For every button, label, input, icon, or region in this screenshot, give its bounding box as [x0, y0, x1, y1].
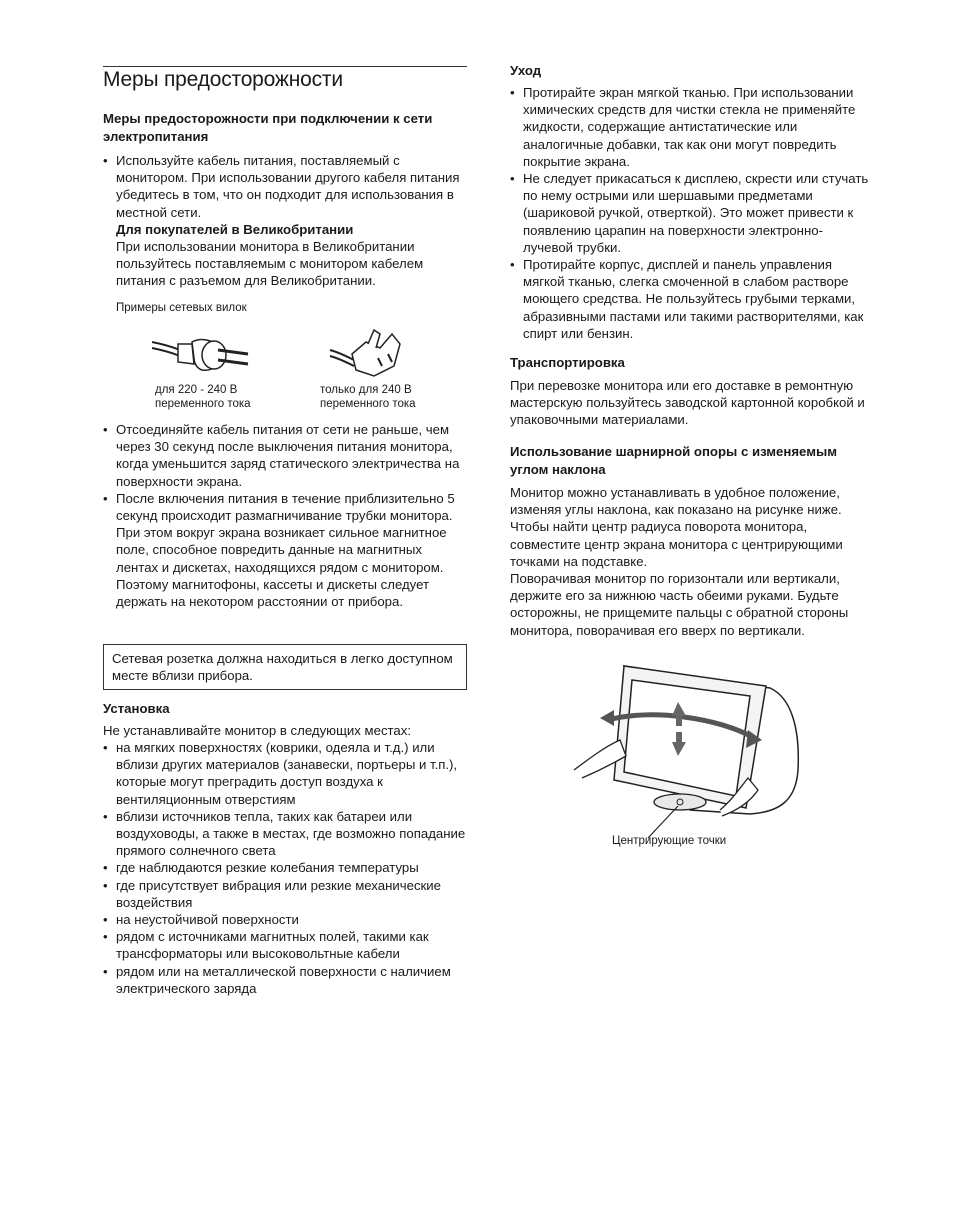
list-item-text: где присутствует вибрация или резкие механические воздействия: [116, 877, 442, 910]
uk-text: При использовании монитора в Великобритании пользуйтесь поставляемым с монитором кабелем питания с разъемом для Великобритании.: [116, 239, 424, 289]
list-item: [103, 928, 467, 962]
list-item: [103, 877, 467, 911]
power-list-1: [103, 152, 467, 221]
care-list: [510, 84, 872, 342]
list-item-text: где наблюдаются резкие колебания температуры: [116, 860, 419, 876]
list-item-text: Не следует прикасаться к дисплею, скрести или стучать по нему острыми или шершавыми предметами (шариковой ручкой, отверткой). Это может привести к появлению царапин на поверхности электронно-лучевой трубки.: [523, 171, 869, 255]
swivel-text-2: Поворачивая монитор по горизонтали или вертикали, держите его за нижнюю часть обеими руками. Будьте осторожны, не прищемите пальцы с обратной стороны монитора, поворачивая его вверх по вертикали.: [510, 571, 849, 638]
list-item: [103, 739, 467, 808]
list-item-text: Отсоединяйте кабель питания от сети не раньше, чем через 30 секунд после выключения питания монитора, когда уменьшится заряд статического электричества на поверхности экрана.: [116, 422, 460, 489]
plug1-caption: для 220 - 240 В переменного тока: [155, 384, 251, 410]
power-heading: Меры предосторожности при подключении к сети электропитания: [103, 111, 433, 144]
list-item-text: рядом или на металлической поверхности с наличием электрического заряда: [116, 963, 451, 996]
list-item-text: на неустойчивой поверхности: [116, 912, 299, 928]
list-item-text: на мягких поверхностях (коврики, одеяла и т.д.) или вблизи других материалов (занавески, портьеры и т.п.), которые могут преградить доступ воздуха к вентиляционным отверстиям: [116, 740, 458, 807]
plug2-caption: только для 240 В переменного тока: [320, 384, 416, 410]
list-item-text: рядом с источниками магнитных полей, такими как трансформаторы или высоковольтные кабели: [116, 929, 429, 962]
figure-caption: Центрирующие точки: [612, 835, 727, 847]
list-item: [103, 490, 467, 610]
list-item-text: Протирайте корпус, дисплей и панель управления мягкой тканью, слегка смоченной в слабом растворе моющего средства. Не пользуйтесь грубыми терками, абразивными пастами или такими растворителями, как спирт или бензин.: [523, 257, 864, 341]
list-item: [510, 84, 872, 170]
list-item: [103, 421, 467, 490]
list-item: [103, 859, 467, 876]
list-item-text: Протирайте экран мягкой тканью. При использовании химических средств для чистки стекла не применяйте жидкости, содержащие антистатические или аналогичные добавки, так как они могут повредить покрытие экрана.: [523, 85, 856, 169]
list-item: [510, 170, 872, 256]
outlet-note-text: Сетевая розетка должна находиться в легко доступном месте вблизи прибора.: [112, 651, 453, 684]
plugs-caption: Примеры сетевых вилок: [116, 302, 247, 314]
swivel-heading: Использование шарнирной опоры с изменяемым углом наклона: [510, 444, 837, 477]
power-list-2: [103, 421, 467, 610]
monitor-tilt-illustration: [570, 660, 810, 840]
list-item: [510, 256, 872, 342]
list-item-text: После включения питания в течение приблизительно 5 секунд происходит размагничивание трубки монитора. При этом вокруг экрана возникает сильное магнитное поле, способное повредить данные на магнитных лентах и дискетах, находящихся рядом с монитором. Поэтому магнитофоны, кассеты и дискеты следует держать на некотором расстоянии от прибора.: [116, 490, 455, 610]
uk-plug-icon: [328, 320, 408, 382]
list-item: [103, 911, 467, 928]
uk-heading: Для покупателей в Великобритании: [116, 222, 354, 237]
euro-plug-icon: [148, 322, 268, 382]
transport-text: При перевозке монитора или его доставке в ремонтную мастерскую пользуйтесь заводской картонной коробкой и упаковочными материалами.: [510, 378, 865, 428]
title-rule: [103, 66, 467, 67]
transport-heading: Транспортировка: [510, 355, 625, 370]
list-item: [103, 152, 467, 221]
list-item: [103, 963, 467, 997]
swivel-text-1: Монитор можно устанавливать в удобное положение, изменяя углы наклона, как показано на рисунке ниже. Чтобы найти центр радиуса поворота монитора, совместите центр экрана монитора с центрирующими точками на подставке.: [510, 485, 843, 569]
list-item-text: вблизи источников тепла, таких как батареи или воздуховоды, а также в местах, где возможно попадание прямого солнечного света: [116, 808, 466, 859]
page-title: Меры предосторожности: [103, 68, 343, 91]
install-intro: Не устанавливайте монитор в следующих местах:: [103, 723, 412, 738]
outlet-note-box: [103, 644, 467, 690]
care-heading: Уход: [510, 63, 542, 78]
install-heading: Установка: [103, 701, 170, 716]
list-item: [103, 808, 467, 860]
install-list: [103, 739, 467, 997]
list-item-text: Используйте кабель питания, поставляемый с монитором. При использовании другого кабеля питания убедитесь в том, что он подходит для использования в местной сети.: [116, 153, 460, 220]
